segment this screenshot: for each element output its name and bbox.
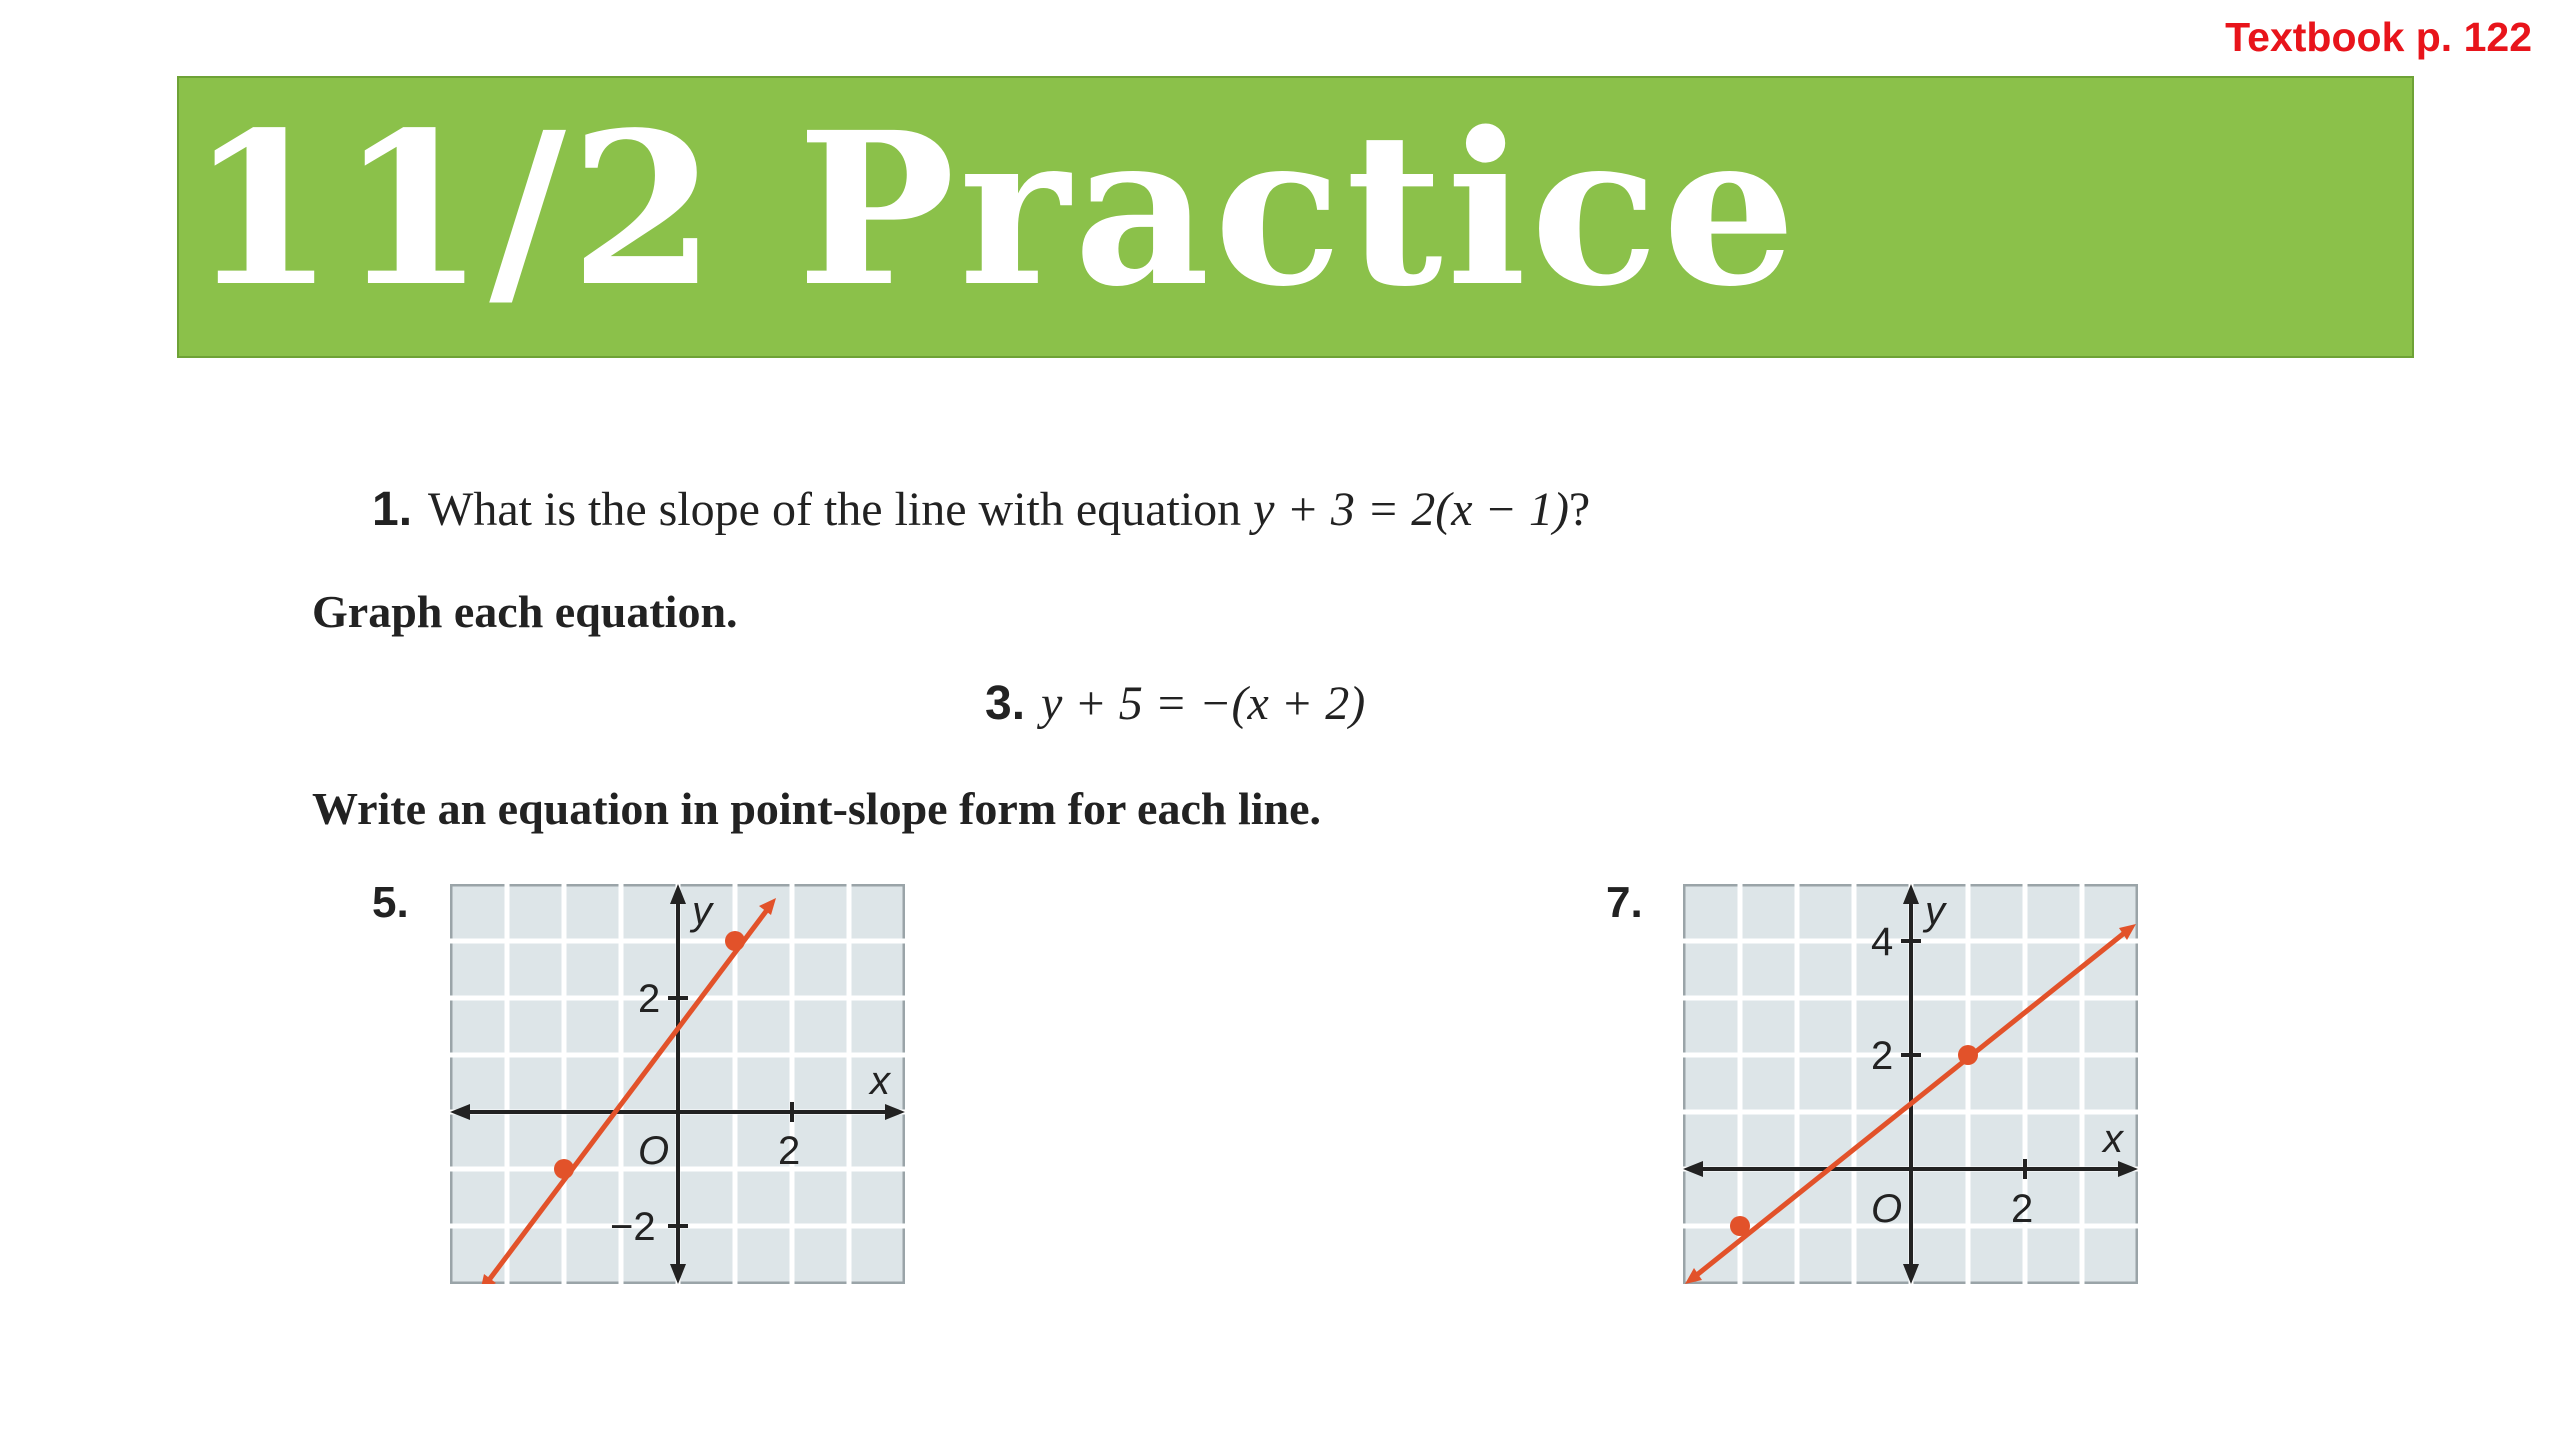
graph-5-point-2 xyxy=(725,931,745,951)
graph-7-y-tick-2: 2 xyxy=(1871,1034,1894,1078)
graph-7-point-2 xyxy=(1958,1045,1978,1065)
problem-7-number: 7. xyxy=(1606,878,1643,927)
problem-3 xyxy=(985,676,1365,731)
problem-1-number: 1. xyxy=(372,483,413,536)
problem-1-text: What is the slope of the line with equation xyxy=(428,483,1254,536)
graph-problem-7 xyxy=(1683,884,2138,1284)
graph-7-y-axis-label: y xyxy=(1925,889,1945,933)
graph-7-point-1 xyxy=(1730,1216,1750,1236)
graph-5-x-axis-label: x xyxy=(870,1059,890,1103)
problem-1-end: ? xyxy=(1568,483,1591,536)
graph-5-point-1 xyxy=(554,1159,574,1179)
graph-5-origin-label: O xyxy=(638,1129,670,1173)
graph-7-x-tick-2: 2 xyxy=(2011,1187,2034,1231)
textbook-reference: Textbook p. 122 xyxy=(2225,14,2532,60)
graph-5-y-axis-label: y xyxy=(692,889,712,933)
title-banner xyxy=(177,76,2414,358)
page-title: 11/2 Practice xyxy=(189,86,1800,333)
graph-7-y-tick-4: 4 xyxy=(1871,920,1894,964)
problem-5-number: 5. xyxy=(372,878,409,927)
graph-problem-5 xyxy=(450,884,905,1284)
graph-5-x-tick-2: 2 xyxy=(778,1129,801,1173)
graph-5-y-tick-2: 2 xyxy=(638,977,661,1021)
problem-3-number: 3. xyxy=(985,677,1026,730)
graph-5-y-tick-neg2: −2 xyxy=(610,1205,656,1249)
graph-7-x-axis-label: x xyxy=(2103,1117,2123,1161)
write-heading: Write an equation in point-slope form for each line. xyxy=(312,783,1322,834)
graph-heading: Graph each equation. xyxy=(312,586,738,637)
graph-7-origin-label: O xyxy=(1871,1187,1903,1231)
problem-1 xyxy=(372,482,1590,537)
problem-1-equation: y + 3 = 2(x − 1) xyxy=(1253,483,1569,536)
problem-3-equation: y + 5 = −(x + 2) xyxy=(1041,677,1366,730)
